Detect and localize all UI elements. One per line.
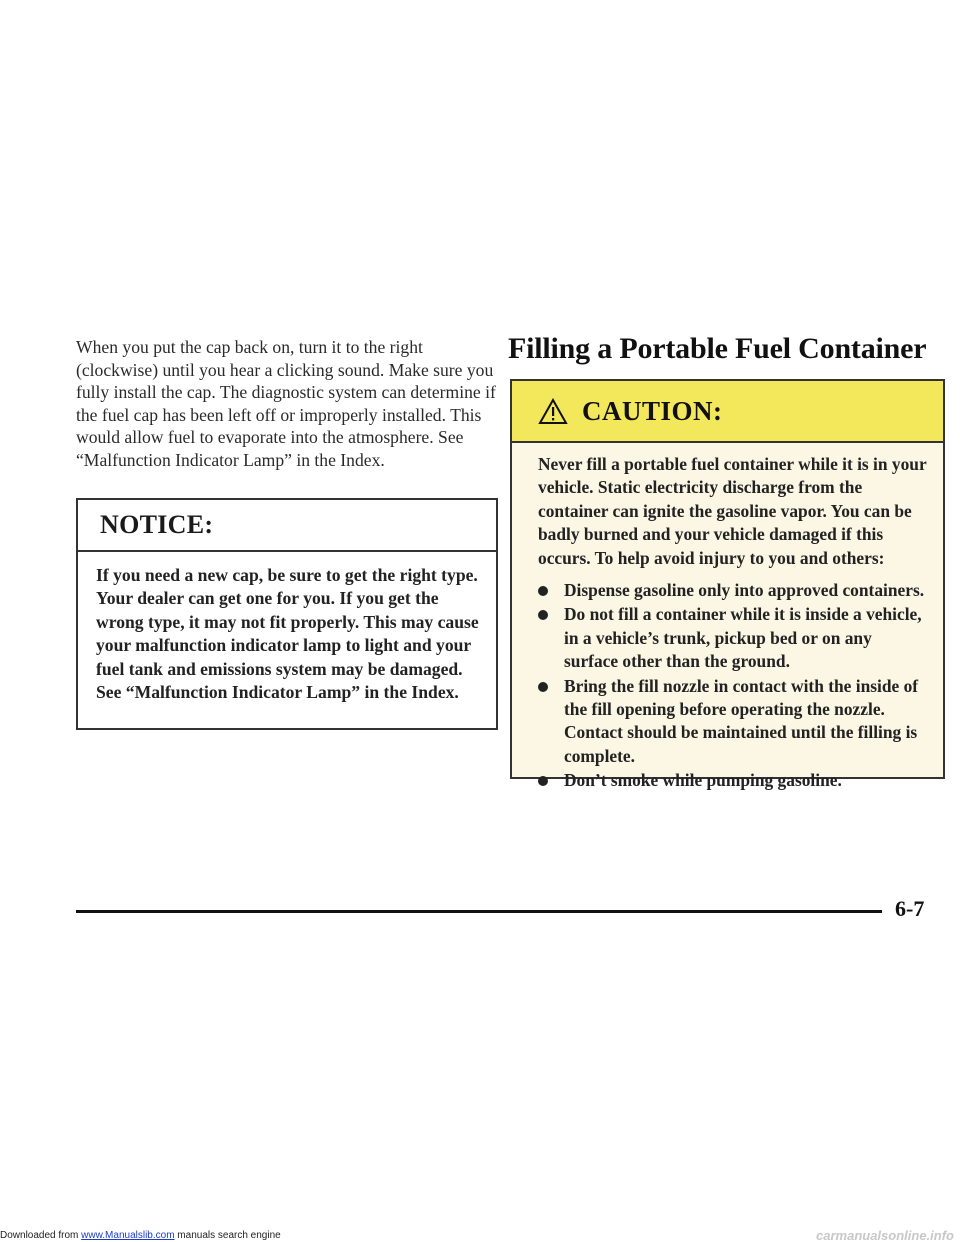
list-item-text: Don’t smoke while pumping gasoline.: [564, 770, 842, 791]
caution-title: CAUTION:: [582, 395, 723, 426]
notice-box: [76, 498, 498, 730]
download-notice: [0, 1230, 281, 1241]
caution-intro: Never fill a portable fuel container while it is in your vehicle. Static electricity discharge from the container can ignite the gasoline vapor. You can be badly burned and your vehicle damaged if this occurs. To help avoid injury to you and others:: [538, 454, 927, 568]
bullet-icon: [538, 586, 548, 596]
list-item-text: Dispense gasoline only into approved containers.: [564, 580, 925, 601]
list-item-text: Do not fill a container while it is inside a vehicle, in a vehicle’s trunk, pickup bed or on any surface other than the ground.: [564, 604, 922, 672]
bullet-icon: [538, 682, 548, 692]
watermark: carmanualsonline.info: [816, 1228, 954, 1242]
caution-body: [512, 443, 943, 793]
bullet-icon: [538, 776, 548, 786]
list-item: [538, 675, 927, 769]
list-item: [538, 769, 927, 792]
notice-body: If you need a new cap, be sure to get the right type. Your dealer can get one for you. If you get the wrong type, it may not fit properly. This may cause your malfunction indicator lamp to light and your fuel tank and emissions system may be damaged. See “Malfunction Indicator Lamp” in the Index.: [96, 565, 479, 703]
notice-header: [78, 500, 496, 552]
bullet-icon: [538, 610, 548, 620]
page-number: 6-7: [895, 896, 925, 921]
caution-list: [538, 579, 927, 793]
manualslib-link[interactable]: www.Manualslib.com: [81, 1230, 175, 1241]
left-column: [76, 336, 496, 472]
list-item: [538, 579, 927, 602]
caution-box: [510, 379, 945, 791]
download-suffix: manuals search engine: [174, 1230, 281, 1241]
caution-header: [512, 381, 943, 443]
download-prefix: Downloaded from: [0, 1230, 82, 1241]
notice-title: NOTICE:: [100, 510, 214, 539]
warning-triangle-icon: [538, 398, 568, 425]
footer-rule: [76, 910, 882, 913]
section-title: Filling a Portable Fuel Container: [508, 332, 927, 365]
intro-paragraph: When you put the cap back on, turn it to the right (clockwise) until you hear a clicking sound. Make sure you fully install the cap. The diagnostic system can determine if the fuel cap has been left off or improperly installed. This would allow fuel to evaporate into the atmosphere. See “Malfunction Indicator Lamp” in the Index.: [76, 337, 496, 470]
list-item-text: Bring the fill nozzle in contact with the inside of the fill opening before operating the nozzle. Contact should be maintained until the filling is complete.: [564, 675, 919, 766]
list-item: [538, 603, 927, 673]
